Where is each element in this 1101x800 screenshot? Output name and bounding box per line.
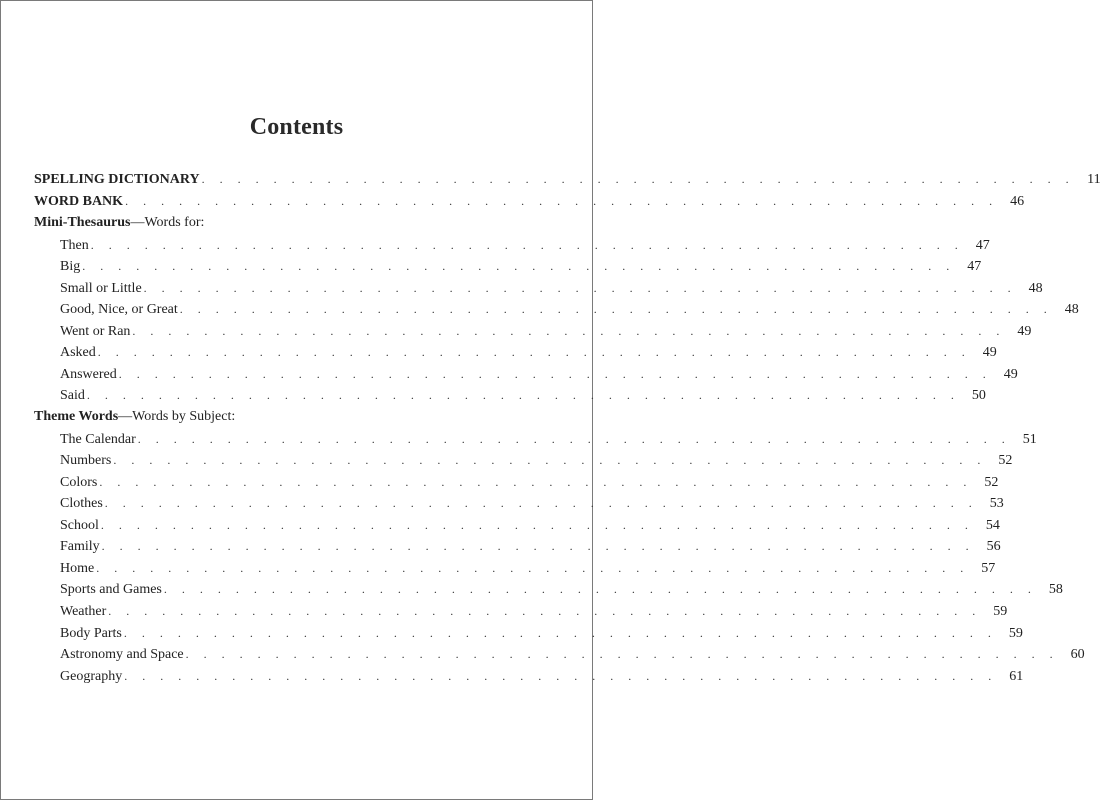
- toc-page-number: 48: [1064, 302, 1079, 317]
- toc-entry-label: Clothes: [60, 496, 103, 511]
- toc-entry[interactable]: [60, 645, 1085, 663]
- toc-entry-label: Said: [60, 388, 85, 403]
- toc-entry[interactable]: [60, 624, 1023, 642]
- toc-entry[interactable]: [60, 516, 1000, 534]
- section-heading-bold: Mini-Thesaurus: [34, 215, 131, 230]
- section-heading-bold: Theme Words: [34, 409, 119, 424]
- toc-entry[interactable]: [60, 559, 996, 577]
- toc-page-number: 59: [993, 604, 1008, 619]
- toc-page-number: 11: [1087, 172, 1101, 187]
- toc-page-number: 61: [1009, 669, 1024, 684]
- toc-leader-dots: . . . . . . . . . . . . . . . . . . . . . . . . . . . . . . . . . . . . . . . . . . . . . . . . .: [108, 604, 982, 618]
- section-heading-rest: —Words for:: [130, 215, 205, 230]
- section-heading-mini-thesaurus: [34, 214, 204, 232]
- toc-leader-dots: . . . . . . . . . . . . . . . . . . . . . . . . . . . . . . . . . . . . . . . . . . . . . . . . .: [143, 281, 1017, 295]
- toc-entry-label: Small or Little: [60, 281, 142, 296]
- toc-entry[interactable]: [60, 430, 1037, 448]
- toc-page-number: 56: [986, 539, 1001, 554]
- toc-page-number: 52: [984, 475, 999, 490]
- section-heading-rest: —Words by Subject:: [118, 409, 236, 424]
- toc-entry-label: SPELLING DICTIONARY: [34, 172, 200, 187]
- toc-entry-label: Answered: [60, 367, 117, 382]
- toc-entry-label: Asked: [60, 345, 96, 360]
- toc-leader-dots: . . . . . . . . . . . . . . . . . . . . . . . . . . . . . . . . . . . . . . . . . . . . . . . . .: [99, 475, 973, 489]
- toc-entry[interactable]: [60, 386, 986, 404]
- toc-entry[interactable]: [60, 537, 1001, 555]
- toc-entry[interactable]: [60, 322, 1032, 340]
- toc-entry-label: Sports and Games: [60, 582, 162, 597]
- toc-leader-dots: . . . . . . . . . . . . . . . . . . . . . . . . . . . . . . . . . . . . . . . . . . . . . . . . .: [118, 367, 992, 381]
- toc-page-number: 58: [1048, 582, 1063, 597]
- toc-entry-label: School: [60, 518, 99, 533]
- toc-entry-label: Geography: [60, 669, 123, 684]
- toc-entry[interactable]: [60, 494, 1004, 512]
- toc-page-number: 57: [981, 561, 996, 576]
- toc-leader-dots: . . . . . . . . . . . . . . . . . . . . . . . . . . . . . . . . . . . . . . . . . . . . . . . . .: [86, 388, 960, 402]
- toc-page-number: 52: [998, 453, 1013, 468]
- page-title: Contents: [249, 114, 344, 140]
- toc-leader-dots: . . . . . . . . . . . . . . . . . . . . . . . . . . . . . . . . . . . . . . . . . . . . . . . . .: [185, 647, 1059, 661]
- toc-entry[interactable]: [60, 473, 999, 491]
- toc-page-number: 46: [1010, 194, 1025, 209]
- toc-entry[interactable]: [60, 602, 1008, 620]
- toc-leader-dots: . . . . . . . . . . . . . . . . . . . . . . . . . . . . . . . . . . . . . . . . . . . . . . . . .: [124, 669, 998, 683]
- toc-entry-label: Colors: [60, 475, 98, 490]
- toc-leader-dots: . . . . . . . . . . . . . . . . . . . . . . . . . . . . . . . . . . . . . . . . . . . . . . . . .: [113, 453, 987, 467]
- toc-entry[interactable]: [60, 236, 990, 254]
- toc-entry-label: WORD BANK: [34, 194, 124, 209]
- toc-entry-label: Numbers: [60, 453, 112, 468]
- toc-leader-dots: . . . . . . . . . . . . . . . . . . . . . . . . . . . . . . . . . . . . . . . . . . . . . . . . .: [97, 345, 971, 359]
- toc-page-number: 49: [1017, 324, 1032, 339]
- toc-entry[interactable]: [60, 343, 997, 361]
- toc-leader-dots: . . . . . . . . . . . . . . . . . . . . . . . . . . . . . . . . . . . . . . . . . . . . . . . . .: [123, 626, 997, 640]
- toc-page-number: 49: [982, 345, 997, 360]
- toc-entry-word-bank[interactable]: [34, 192, 1025, 210]
- toc-entry-label: Body Parts: [60, 626, 122, 641]
- toc-leader-dots: . . . . . . . . . . . . . . . . . . . . . . . . . . . . . . . . . . . . . . . . . . . . . . . . .: [82, 259, 956, 273]
- toc-leader-dots: . . . . . . . . . . . . . . . . . . . . . . . . . . . . . . . . . . . . . . . . . . . . . . . . .: [163, 582, 1037, 596]
- toc-leader-dots: . . . . . . . . . . . . . . . . . . . . . . . . . . . . . . . . . . . . . . . . . . . . . . . . .: [104, 496, 978, 510]
- toc-entry[interactable]: [60, 667, 1024, 685]
- toc-entry[interactable]: [60, 279, 1043, 297]
- toc-entry-label: The Calendar: [60, 432, 136, 447]
- toc-leader-dots: . . . . . . . . . . . . . . . . . . . . . . . . . . . . . . . . . . . . . . . . . . . . . . . . .: [100, 518, 974, 532]
- toc-entry[interactable]: [60, 257, 982, 275]
- toc-entry[interactable]: [60, 365, 1018, 383]
- toc-entry-label: Good, Nice, or Great: [60, 302, 178, 317]
- toc-entry[interactable]: [60, 300, 1079, 318]
- toc-entry-label: Went or Ran: [60, 324, 131, 339]
- toc-entry-spelling-dictionary[interactable]: [34, 170, 1101, 188]
- toc-entry-label: Astronomy and Space: [60, 647, 184, 662]
- toc-page-number: 51: [1022, 432, 1037, 447]
- toc-page-number: 54: [985, 518, 1000, 533]
- toc-page-number: 60: [1070, 647, 1085, 662]
- toc-leader-dots: . . . . . . . . . . . . . . . . . . . . . . . . . . . . . . . . . . . . . . . . . . . . . . . . .: [179, 302, 1053, 316]
- toc-leader-dots: . . . . . . . . . . . . . . . . . . . . . . . . . . . . . . . . . . . . . . . . . . . . . . . . .: [96, 561, 970, 575]
- toc-leader-dots: . . . . . . . . . . . . . . . . . . . . . . . . . . . . . . . . . . . . . . . . . . . . . . . . .: [132, 324, 1006, 338]
- toc-leader-dots: . . . . . . . . . . . . . . . . . . . . . . . . . . . . . . . . . . . . . . . . . . . . . . . . .: [137, 432, 1011, 446]
- toc-entry-label: Family: [60, 539, 100, 554]
- toc-page-number: 47: [967, 259, 982, 274]
- toc-page-number: 59: [1008, 626, 1023, 641]
- toc-leader-dots: . . . . . . . . . . . . . . . . . . . . . . . . . . . . . . . . . . . . . . . . . . . . . . . . .: [101, 539, 975, 553]
- toc-entry-label: Big: [60, 259, 81, 274]
- toc-page-number: 47: [975, 238, 990, 253]
- toc-page-number: 50: [971, 388, 986, 403]
- section-heading-theme-words: [34, 408, 235, 426]
- toc-leader-dots: . . . . . . . . . . . . . . . . . . . . . . . . . . . . . . . . . . . . . . . . . . . . . . . . .: [90, 238, 964, 252]
- toc-page-number: 49: [1003, 367, 1018, 382]
- toc-entry[interactable]: [60, 580, 1063, 598]
- toc-entry-label: Home: [60, 561, 95, 576]
- toc-leader-dots: . . . . . . . . . . . . . . . . . . . . . . . . . . . . . . . . . . . . . . . . . . . . . . . . .: [125, 194, 999, 208]
- toc-entry[interactable]: [60, 451, 1013, 469]
- toc-entry-label: Then: [60, 238, 89, 253]
- toc-leader-dots: . . . . . . . . . . . . . . . . . . . . . . . . . . . . . . . . . . . . . . . . . . . . . . . . .: [201, 172, 1075, 186]
- toc-page-number: 48: [1028, 281, 1043, 296]
- toc-entry-label: Weather: [60, 604, 107, 619]
- toc-page-number: 53: [989, 496, 1004, 511]
